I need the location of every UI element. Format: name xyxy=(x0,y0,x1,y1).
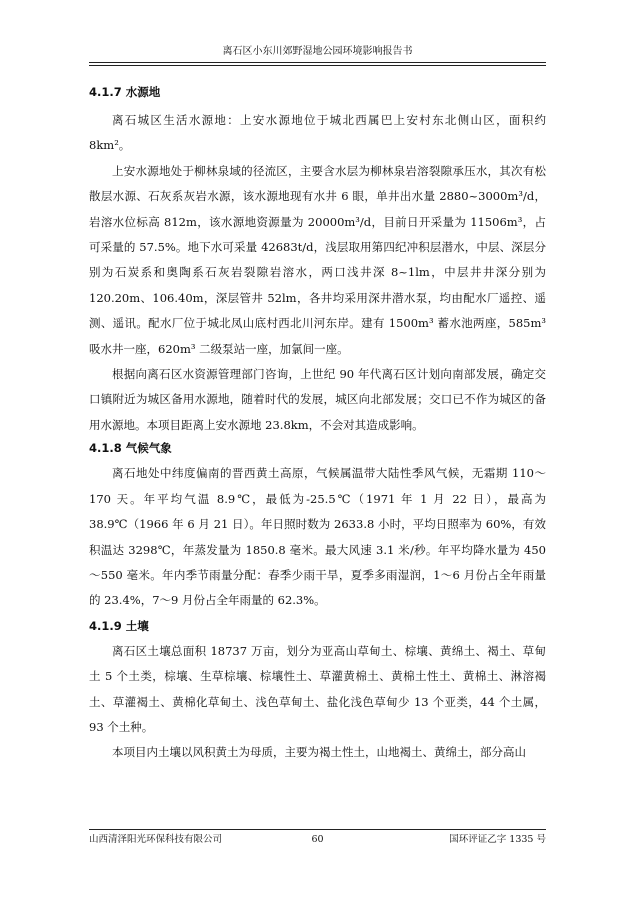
section-heading-water-source: 4.1.7 水源地 xyxy=(89,85,161,99)
certificate-number: 国环评证乙字 1335 号 xyxy=(449,834,546,845)
page-number: 60 xyxy=(311,834,324,845)
paragraph: 根据向离石区水资源管理部门咨询，上世纪 90 年代离石区计划向南部发展，确定交口镇附近为城区备用水源地，随着时代的发展，城区向北部发展；交口已不作为城区的备用水源地。本项目距离上安水源地 23.8km，不会对其造成影响。 xyxy=(89,367,546,432)
report-title: 离石区小东川郊野湿地公园环境影响报告书 xyxy=(222,46,413,57)
page-header xyxy=(89,44,546,63)
page-body xyxy=(89,84,546,766)
paragraph: 本项目内土壤以风积黄土为母质，主要为褐土性土，山地褐土、黄绵土，部分高山 xyxy=(112,745,526,760)
section-heading-soil: 4.1.9 土壤 xyxy=(89,618,149,633)
page-footer xyxy=(89,829,546,846)
company-name: 山西清泽阳光环保科技有限公司 xyxy=(89,834,223,845)
paragraph: 离石城区生活水源地：上安水源地位于城北西属巴上安村东北侧山区，面积约 8km²。 xyxy=(89,113,546,153)
paragraph: 上安水源地处于柳林泉域的径流区，主要含水层为柳林泉岩溶裂隙承压水，其次有松散层水源、石灰系灰岩水源，该水源地现有水井 6 眼，单井出水量 2880~3000m³/d，岩溶水位标高 812m，该水源地资源量为 20000m³/d，目前日开采量为 11506m³，占可采量的 57.5%。地下水可采量 42683t/d，浅层取用第四纪冲积层潜水，中层、深层分别为石炭系和奥陶系石灰岩裂隙岩溶水，两口浅井深 8~1lm，中层井井深分别为 120.20m、106.40m，深层管井 52lm，各井均采用深井潜水泵，均由配水厂遥控、遥测、遥讯。配水厂位于城北凤山底村西北川河东岸。建有 1500m³ 蓄水池两座，585m³ 吸水井一座，620m³ 二级泵站一座，加氯间一座。 xyxy=(89,163,546,356)
paragraph: 离石区土壤总面积 18737 万亩，划分为亚高山草甸土、棕壤、黄绵土、褐土、草甸土 5 个土类，棕壤、生草棕壤、棕壤性土、草灌黄棉土、黄棉土性土、黄棉土、淋溶褐土、草灌褐土、黄棉化草甸土、浅色草甸土、盐化浅色草甸少 13 个亚类，44 个土属，93 个土种。 xyxy=(89,643,546,734)
section-heading-climate: 4.1.8 气候气象 xyxy=(89,441,172,456)
paragraph: 离石地处中纬度偏南的晋西黄土高原，气候属温带大陆性季风气候，无霜期 110～170 天。年平均气温 8.9℃，最低为-25.5℃（1971 年 1 月 22 日），最高为 38.9℃（1966 年 6 月 21 日）。年日照时数为 2633.8 小时，平均日照率为 60%，有效积温达 3298℃，年蒸发量为 1850.8 毫米。最大风速 3.1 米/秒。年平均降水量为 450～550 毫米。年内季节雨量分配：春季少雨干旱，夏季多雨湿润，1～6 月份占全年雨量的 23.4%，7～9 月份占全年雨量的 62.3%。 xyxy=(89,466,546,608)
